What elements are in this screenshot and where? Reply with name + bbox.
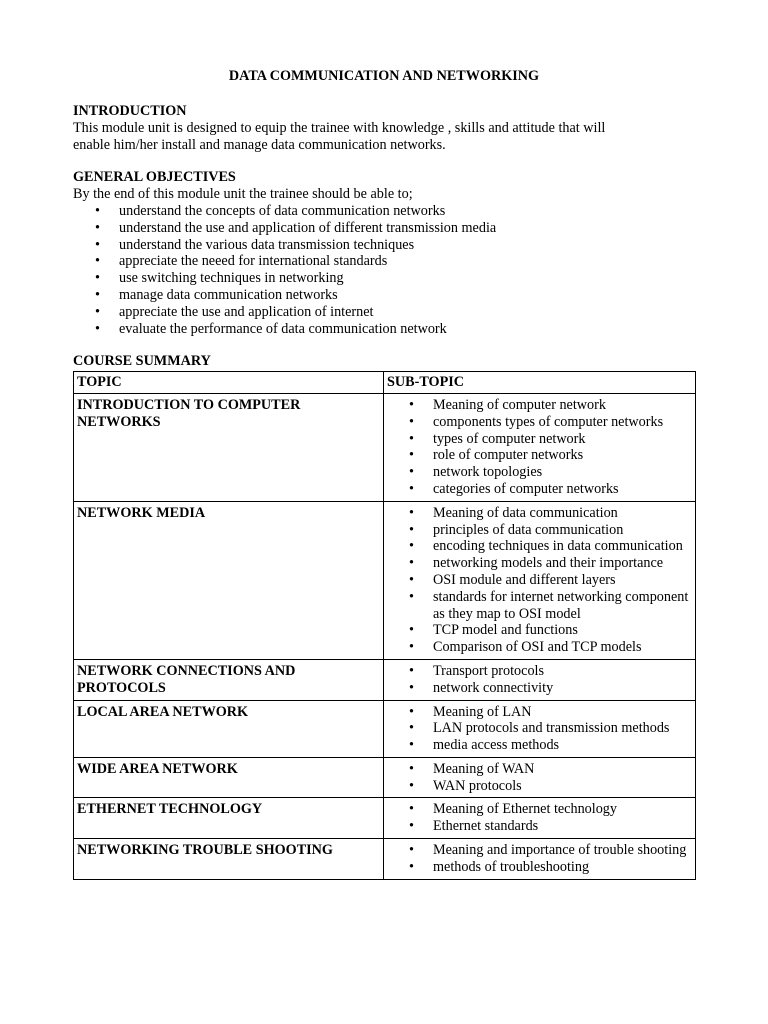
topic-cell: NETWORKING TROUBLE SHOOTING <box>74 839 384 880</box>
table-row <box>74 501 696 659</box>
subtopic-text: categories of computer networks <box>433 480 619 497</box>
subtopic-item <box>387 622 692 639</box>
subtopic-list <box>387 663 692 697</box>
bullet-icon: • <box>95 303 100 320</box>
course-summary-heading: COURSE SUMMARY <box>73 353 211 370</box>
objective-item <box>73 321 695 338</box>
subtopic-text: Meaning of LAN <box>433 703 532 720</box>
subtopic-text: Meaning of computer network <box>433 396 606 413</box>
bullet-icon: • <box>95 320 100 337</box>
subtopic-text: LAN protocols and transmission methods <box>433 720 670 737</box>
subtopic-item <box>387 737 692 754</box>
subtopic-cell <box>384 501 696 659</box>
objective-text: understand the concepts of data communication networks <box>119 202 446 219</box>
objective-text: understand the various data transmission techniques <box>119 236 415 253</box>
bullet-icon: • <box>95 270 100 287</box>
document-title: DATA COMMUNICATION AND NETWORKING <box>228 68 540 84</box>
bullet-icon: • <box>409 662 414 679</box>
subtopic-item <box>387 720 692 737</box>
subtopic-text: TCP model and functions <box>433 622 578 639</box>
subtopic-item <box>387 481 692 498</box>
subtopic-text: methods of troubleshooting <box>433 858 590 875</box>
objective-text: appreciate the neeed for international standards <box>119 253 388 270</box>
subtopic-item <box>387 447 692 464</box>
table-row <box>74 700 696 757</box>
bullet-icon: • <box>409 777 414 794</box>
subtopic-item <box>387 572 692 589</box>
column-header-topic: TOPIC <box>74 372 384 394</box>
bullet-icon: • <box>409 588 414 605</box>
subtopic-list <box>387 842 692 876</box>
subtopic-cell <box>384 393 696 501</box>
objective-item <box>73 270 695 287</box>
bullet-icon: • <box>409 858 414 875</box>
subtopic-item <box>387 680 692 697</box>
topic-cell: NETWORK CONNECTIONS AND PROTOCOLS <box>74 659 384 700</box>
subtopic-cell <box>384 839 696 880</box>
subtopic-item <box>387 397 692 414</box>
subtopic-item <box>387 431 692 448</box>
subtopic-text: WAN protocols <box>433 777 522 794</box>
bullet-icon: • <box>409 555 414 572</box>
subtopic-text: networking models and their importance <box>433 555 664 572</box>
introduction-heading: INTRODUCTION <box>73 103 187 119</box>
subtopic-item <box>387 663 692 680</box>
topic-cell: LOCAL AREA NETWORK <box>74 700 384 757</box>
introduction-text-line-1: This module unit is designed to equip the trainee with knowledge , skills and attitude that will <box>73 119 606 136</box>
subtopic-item <box>387 589 692 623</box>
document-page <box>73 68 695 880</box>
subtopic-text: Meaning of Ethernet technology <box>433 801 617 818</box>
objective-text: manage data communication networks <box>119 286 338 303</box>
subtopic-text: Meaning of WAN <box>433 760 535 777</box>
bullet-icon: • <box>409 818 414 835</box>
subtopic-text: components types of computer networks <box>433 413 664 430</box>
topic-cell: ETHERNET TECHNOLOGY <box>74 798 384 839</box>
bullet-icon: • <box>409 679 414 696</box>
topic-cell: INTRODUCTION TO COMPUTER NETWORKS <box>74 393 384 501</box>
topic-cell: WIDE AREA NETWORK <box>74 757 384 798</box>
bullet-icon: • <box>409 639 414 656</box>
subtopic-item <box>387 414 692 431</box>
subtopic-item <box>387 818 692 835</box>
subtopic-text: Comparison of OSI and TCP models <box>433 639 642 656</box>
objective-item <box>73 253 695 270</box>
subtopic-text: Transport protocols <box>433 662 545 679</box>
subtopic-item <box>387 778 692 795</box>
bullet-icon: • <box>95 253 100 270</box>
column-header-sub-topic: SUB-TOPIC <box>384 372 696 394</box>
topic-cell: NETWORK MEDIA <box>74 501 384 659</box>
subtopic-text: Ethernet standards <box>433 818 539 835</box>
general-objectives-lead: By the end of this module unit the trainee should be able to; <box>73 186 413 203</box>
subtopic-list <box>387 801 692 835</box>
bullet-icon: • <box>409 737 414 754</box>
bullet-icon: • <box>95 286 100 303</box>
introduction-section <box>73 103 695 153</box>
bullet-icon: • <box>409 622 414 639</box>
bullet-icon: • <box>409 464 414 481</box>
table-row <box>74 757 696 798</box>
subtopic-text: Meaning and importance of trouble shooting <box>433 842 687 859</box>
subtopic-text: role of computer networks <box>433 447 584 464</box>
bullet-icon: • <box>409 571 414 588</box>
subtopic-text: encoding techniques in data communication <box>433 538 683 555</box>
subtopic-text: Meaning of data communication <box>433 504 618 521</box>
bullet-icon: • <box>409 801 414 818</box>
subtopic-text: standards for internet networking component as they map to OSI model <box>433 588 689 622</box>
objective-item <box>73 304 695 321</box>
subtopic-list <box>387 397 692 498</box>
bullet-icon: • <box>409 504 414 521</box>
general-objectives-heading: GENERAL OBJECTIVES <box>73 169 236 186</box>
subtopic-text: media access methods <box>433 737 560 754</box>
objective-item <box>73 237 695 254</box>
objective-text: use switching techniques in networking <box>119 270 344 287</box>
bullet-icon: • <box>409 413 414 430</box>
course-summary-section <box>73 353 695 879</box>
subtopic-item <box>387 464 692 481</box>
subtopic-text: network topologies <box>433 464 543 481</box>
table-row <box>74 659 696 700</box>
subtopic-item <box>387 761 692 778</box>
bullet-icon: • <box>409 396 414 413</box>
objective-text: appreciate the use and application of internet <box>119 303 374 320</box>
subtopic-cell <box>384 700 696 757</box>
bullet-icon: • <box>409 480 414 497</box>
bullet-icon: • <box>409 760 414 777</box>
bullet-icon: • <box>95 236 100 253</box>
subtopic-list <box>387 704 692 754</box>
bullet-icon: • <box>409 720 414 737</box>
table-row <box>74 839 696 880</box>
objective-item <box>73 203 695 220</box>
table-header-row <box>74 372 696 394</box>
subtopic-cell <box>384 798 696 839</box>
objectives-list <box>73 203 695 337</box>
objective-item <box>73 287 695 304</box>
subtopic-item <box>387 505 692 522</box>
subtopic-text: types of computer network <box>433 430 586 447</box>
table-row <box>74 798 696 839</box>
subtopic-list <box>387 761 692 795</box>
general-objectives-section <box>73 169 695 337</box>
objective-item <box>73 220 695 237</box>
subtopic-text: network connectivity <box>433 679 554 696</box>
subtopic-text: principles of data communication <box>433 521 624 538</box>
objective-text: evaluate the performance of data communication network <box>119 320 447 337</box>
subtopic-item <box>387 538 692 555</box>
subtopic-item <box>387 522 692 539</box>
bullet-icon: • <box>409 703 414 720</box>
subtopic-cell <box>384 659 696 700</box>
subtopic-item <box>387 859 692 876</box>
subtopic-item <box>387 801 692 818</box>
subtopic-list <box>387 505 692 656</box>
bullet-icon: • <box>95 202 100 219</box>
subtopic-item <box>387 704 692 721</box>
bullet-icon: • <box>409 430 414 447</box>
course-summary-table <box>73 371 696 880</box>
table-row <box>74 393 696 501</box>
subtopic-item <box>387 639 692 656</box>
subtopic-text: OSI module and different layers <box>433 571 616 588</box>
bullet-icon: • <box>409 538 414 555</box>
subtopic-cell <box>384 757 696 798</box>
bullet-icon: • <box>409 447 414 464</box>
subtopic-item <box>387 842 692 859</box>
bullet-icon: • <box>95 219 100 236</box>
introduction-text-line-2: enable him/her install and manage data communication networks. <box>73 136 446 153</box>
objective-text: understand the use and application of different transmission media <box>119 219 497 236</box>
subtopic-item <box>387 555 692 572</box>
bullet-icon: • <box>409 521 414 538</box>
bullet-icon: • <box>409 842 414 859</box>
